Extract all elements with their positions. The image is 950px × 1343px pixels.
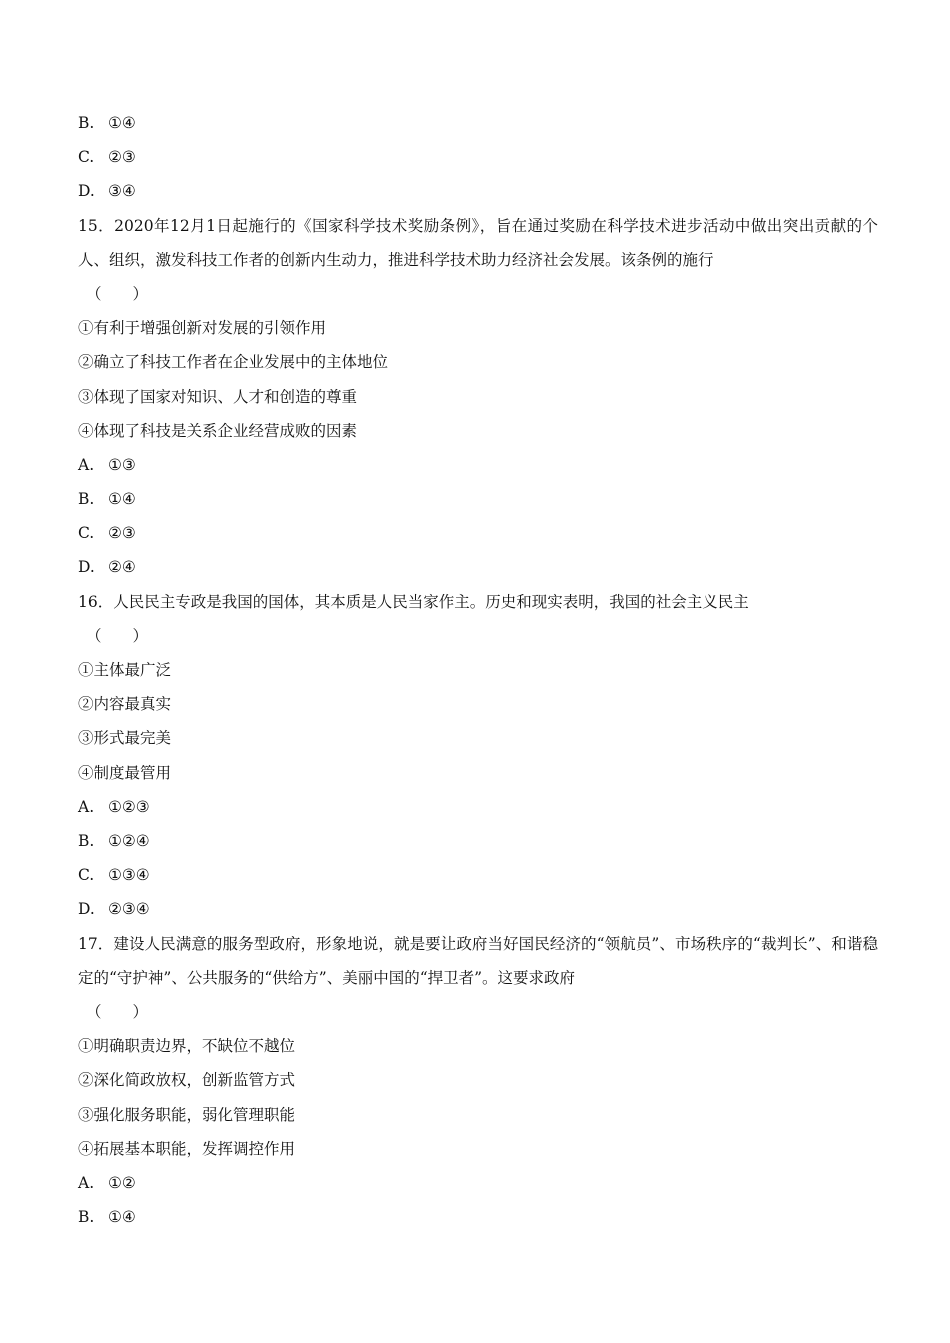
option-text: ③④ bbox=[108, 182, 136, 201]
option-letter: C. bbox=[78, 866, 95, 885]
q15-statement-1: ①有利于增强创新对发展的引领作用 bbox=[78, 319, 327, 338]
q16-statement-3: ③形式最完美 bbox=[78, 729, 172, 748]
option-text: ①③④ bbox=[108, 866, 150, 885]
q14-option-b bbox=[78, 106, 878, 140]
option-text: ②③④ bbox=[108, 900, 150, 919]
option-text: ①② bbox=[108, 1173, 136, 1192]
option-letter: D. bbox=[78, 900, 95, 919]
option-text: ①④ bbox=[108, 1208, 136, 1227]
option-text: ②③ bbox=[108, 148, 136, 167]
q16-statement-4: ④制度最管用 bbox=[78, 763, 172, 782]
option-text: ①②④ bbox=[108, 831, 150, 850]
q15-statement-3: ③体现了国家对知识、人才和创造的尊重 bbox=[78, 387, 358, 406]
q15-statement-4: ④体现了科技是关系企业经营成败的因素 bbox=[78, 421, 358, 440]
option-text: ①④ bbox=[108, 490, 136, 509]
option-letter: B. bbox=[78, 1208, 95, 1227]
q16-option-d bbox=[78, 892, 878, 926]
option-text: ①②③ bbox=[108, 797, 150, 816]
q15-option-b bbox=[78, 482, 878, 516]
option-letter: D. bbox=[78, 558, 95, 577]
q16-stem: 16．人民民主专政是我国的国体，其本质是人民当家作主。历史和现实表明，我国的社会主义民主 bbox=[78, 592, 749, 611]
q15-stem: 15．2020年12月1日起施行的《国家科学技术奖励条例》，旨在通过奖励在科学技术进步活动中做出突出贡献的个人、组织，激发科技工作者的创新内生动力，推进科学技术助力经济社会发展。该条例的施行 bbox=[78, 216, 878, 269]
option-letter: A. bbox=[78, 1173, 95, 1192]
q17-stem: 17．建设人民满意的服务型政府，形象地说，就是要让政府当好国民经济的“领航员”、市场秩序的“裁判长”、和谐稳定的“守护神”、公共服务的“供给方”、美丽中国的“捍卫者”。这要求政府 bbox=[78, 934, 878, 987]
option-letter: C. bbox=[78, 148, 95, 167]
q16-statement-1: ①主体最广泛 bbox=[78, 661, 172, 680]
q14-option-c bbox=[78, 140, 878, 174]
q17-statement-2: ②深化简政放权，创新监管方式 bbox=[78, 1071, 296, 1090]
q15-answer-paren: （ ） bbox=[86, 284, 149, 303]
document-content bbox=[78, 106, 878, 1234]
option-letter: A. bbox=[78, 797, 95, 816]
option-letter: A. bbox=[78, 455, 95, 474]
q17-statement-1: ①明确职责边界，不缺位不越位 bbox=[78, 1037, 296, 1056]
q16-answer-paren: （ ） bbox=[86, 626, 149, 645]
q15-option-c bbox=[78, 516, 878, 550]
option-letter: B. bbox=[78, 114, 95, 132]
option-text: ①③ bbox=[108, 455, 136, 474]
q15-option-a bbox=[78, 448, 878, 482]
q15-statement-2: ②确立了科技工作者在企业发展中的主体地位 bbox=[78, 353, 389, 372]
q17-option-b bbox=[78, 1200, 878, 1234]
q15-option-d bbox=[78, 550, 878, 584]
q17-option-a bbox=[78, 1166, 878, 1200]
q16-statement-2: ②内容最真实 bbox=[78, 695, 172, 714]
q14-option-d bbox=[78, 174, 878, 208]
q16-option-b bbox=[78, 824, 878, 858]
option-text: ①④ bbox=[108, 114, 136, 132]
option-letter: B. bbox=[78, 831, 95, 850]
q16-option-c bbox=[78, 858, 878, 892]
q16-option-a bbox=[78, 790, 878, 824]
option-letter: C. bbox=[78, 524, 95, 543]
option-letter: D. bbox=[78, 182, 95, 201]
q17-answer-paren: （ ） bbox=[86, 1002, 149, 1021]
option-text: ②④ bbox=[108, 558, 136, 577]
option-letter: B. bbox=[78, 490, 95, 509]
q17-statement-3: ③强化服务职能，弱化管理职能 bbox=[78, 1105, 296, 1124]
q17-statement-4: ④拓展基本职能，发挥调控作用 bbox=[78, 1139, 296, 1158]
option-text: ②③ bbox=[108, 524, 136, 543]
